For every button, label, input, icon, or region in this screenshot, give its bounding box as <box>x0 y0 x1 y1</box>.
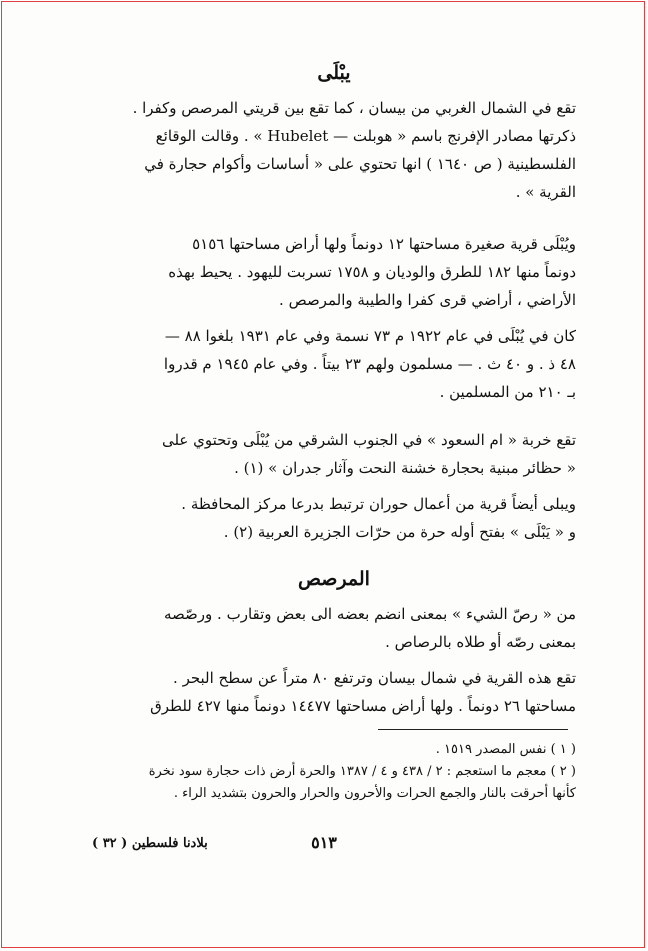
footnote-divider <box>378 729 568 730</box>
footnote-2-line: كأنها أحرقت بالنار والجمع الحرات والأحرون والحرار والحرون بتشديد الراء . <box>173 786 576 801</box>
text-line: دونماً منها ١٨٢ للطرق والوديان و ١٧٥٨ تسربت لليهود . يحيط بهذه <box>168 263 576 281</box>
section-heading-yubla: يبْلَى <box>317 62 351 84</box>
text-line: الفلسطينية ( ص ١٦٤٠ ) انها تحتوي على « أساسات وأكوام حجارة في <box>144 155 576 173</box>
text-line: ويبلى أيضاً قرية من أعمال حوران ترتبط بدرعا مركز المحافظة . <box>181 495 576 513</box>
text-line: و « يَبْلَى » بفتح أوله حرة من حرّات الجزيرة العربية (٢) . <box>223 523 576 541</box>
text-line: « حظائر مبنية بحجارة خشنة النحت وآثار جدران » (١) . <box>234 459 576 477</box>
paragraph-1 <box>92 94 576 206</box>
paragraph-2 <box>92 230 576 314</box>
text-line: من « رصّ الشيء » بمعنى انضم بعضه الى بعض وتقارب . ورصّصه <box>164 605 576 623</box>
text-line: بمعنى رصّه أو طلاه بالرصاص . <box>385 633 576 651</box>
text-line: القرية » . <box>515 183 576 201</box>
paragraph-6 <box>92 600 576 656</box>
paragraph-5 <box>92 490 576 546</box>
text-line: كان في يُبْلَى في عام ١٩٢٢ م ٧٣ نسمة وفي عام ١٩٣١ بلغوا ٨٨ — <box>164 327 576 345</box>
section-heading-marsas: المرصص <box>298 568 370 590</box>
paragraph-3 <box>92 322 576 406</box>
text-line: مساحتها ٢٦ دونماً . ولها أراض مساحتها ١٤٤٧٧ دونماً منها ٤٢٧ للطرق <box>150 697 576 715</box>
paragraph-4 <box>92 426 576 482</box>
text-line: ٤٨ ذ . و ٤٠ ث . — مسلمون ولهم ٢٣ بيتاً . وفي عام ١٩٤٥ م قدروا <box>163 355 576 373</box>
text-line: بـ ٢١٠ من المسلمين . <box>439 383 576 401</box>
text-line: ذكرتها مصادر الإفرنج باسم « هوبلت — Hubelet » . وقالت الوقائع <box>155 127 576 145</box>
text-line: تقع في الشمال الغربي من بيسان ، كما تقع بين قريتي المرصص وكفرا . <box>132 99 576 117</box>
text-line: الأراضي ، أراضي قرى كفرا والطيبة والمرصص . <box>279 291 576 309</box>
footnotes <box>92 739 576 805</box>
footnote-1: ( ١ ) نفس المصدر ١٥١٩ . <box>435 742 576 757</box>
book-footer: بلادنا فلسطين ( ٣٢ ) <box>92 836 208 851</box>
page-number: ٥١٣ <box>311 833 337 852</box>
text-line: تقع خربة « ام السعود » في الجنوب الشرقي من يُبْلَى وتحتوي على <box>161 431 576 449</box>
paragraph-7 <box>92 664 576 720</box>
text-line: تقع هذه القرية في شمال بيسان وترتفع ٨٠ متراً عن سطح البحر . <box>173 669 576 687</box>
text-line: ويُبْلَى قرية صغيرة مساحتها ١٢ دونماً ولها أراض مساحتها ٥١٥٦ <box>192 235 576 253</box>
footnote-2-line: ( ٢ ) معجم ما استعجم : ٢ / ٤٣٨ و ٤ / ١٣٨٧ والحرة أرض ذات حجارة سود نخرة <box>148 764 576 779</box>
